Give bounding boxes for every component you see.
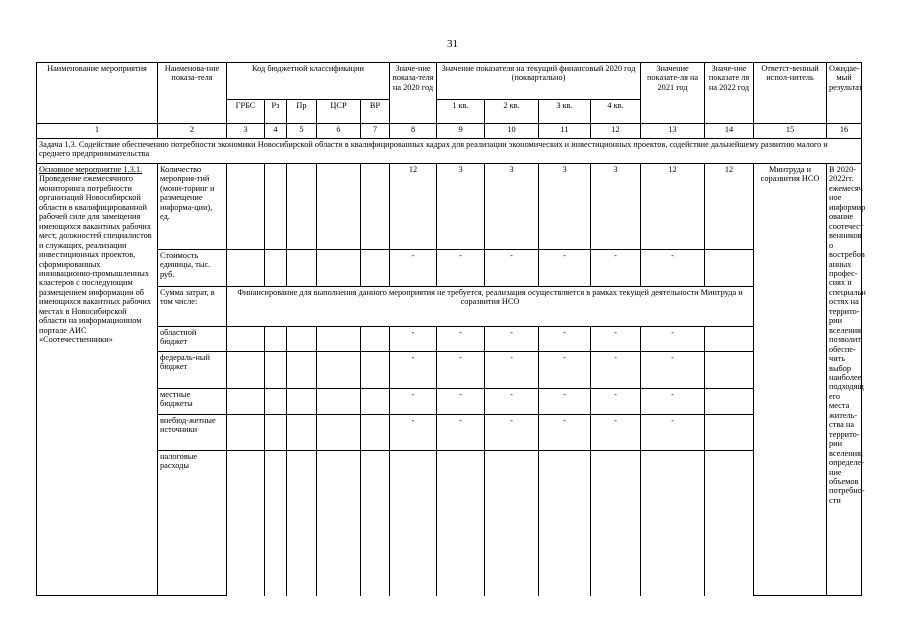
column-number: 3 bbox=[227, 124, 265, 139]
header-vr: ВР bbox=[361, 100, 390, 124]
column-number: 11 bbox=[539, 124, 591, 139]
value-2021: - bbox=[641, 389, 705, 415]
value-q3: - bbox=[539, 389, 591, 415]
value-2021 bbox=[641, 451, 705, 596]
value-2022 bbox=[705, 389, 754, 415]
table-row bbox=[37, 389, 862, 415]
column-number: 5 bbox=[287, 124, 317, 139]
indicator-name: местные бюджеты bbox=[158, 389, 227, 415]
column-number: 6 bbox=[317, 124, 361, 139]
table-row bbox=[37, 250, 862, 287]
header-pr: Пр bbox=[287, 100, 317, 124]
value-2022 bbox=[705, 415, 754, 451]
column-number: 12 bbox=[591, 124, 641, 139]
value-2022 bbox=[705, 327, 754, 352]
value-2021: - bbox=[641, 415, 705, 451]
table-row bbox=[37, 352, 862, 389]
value-2020: 12 bbox=[390, 164, 437, 250]
value-q1: 3 bbox=[437, 164, 485, 250]
header-q2: 2 кв. bbox=[485, 100, 539, 124]
value-2021: 12 bbox=[641, 164, 705, 250]
value-2022 bbox=[705, 250, 754, 287]
value-q3 bbox=[539, 451, 591, 596]
value-q4: - bbox=[591, 352, 641, 389]
measures-table bbox=[36, 62, 866, 596]
value-q1: - bbox=[437, 250, 485, 287]
measure-cell bbox=[37, 164, 158, 596]
column-number: 4 bbox=[265, 124, 287, 139]
header-value-2020: Значе-ние показа-теля на 2020 год bbox=[390, 63, 437, 124]
table-row bbox=[37, 415, 862, 451]
value-2022 bbox=[705, 451, 754, 596]
value-2020: - bbox=[390, 352, 437, 389]
column-number: 7 bbox=[361, 124, 390, 139]
measure-description: Проведение ежемесячного мониторинга потребности организаций Новосибирской области в квалифицированной рабочей силе для замещения имеющихся вакантных рабочих мест, должностей специалистов и служащих, реализации инвестиционных проектов, сформированных инновационно-промышленных кластеров с последующим размещением информации об имеющихся вакантных рабочих местах в Новосибирской области на информационном портале АИС «Соотечественники» bbox=[39, 174, 152, 345]
value-q1: - bbox=[437, 389, 485, 415]
value-q3: - bbox=[539, 415, 591, 451]
column-number: 9 bbox=[437, 124, 485, 139]
value-q2: - bbox=[485, 415, 539, 451]
header-indicator-name: Наименова-ние показа-теля bbox=[158, 63, 227, 124]
column-number: 2 bbox=[158, 124, 227, 139]
table-row bbox=[37, 287, 862, 327]
column-number: 14 bbox=[705, 124, 754, 139]
column-number: 13 bbox=[641, 124, 705, 139]
table-row bbox=[37, 451, 862, 596]
value-2020: - bbox=[390, 389, 437, 415]
value-q3: - bbox=[539, 250, 591, 287]
value-2021: - bbox=[641, 250, 705, 287]
header-q4: 4 кв. bbox=[591, 100, 641, 124]
header-rz: Рз bbox=[265, 100, 287, 124]
header-value-2021: Значение показате-ля на 2021 год bbox=[641, 63, 705, 124]
column-number: 1 bbox=[37, 124, 158, 139]
page-number: 31 bbox=[447, 38, 458, 50]
value-q2: 3 bbox=[485, 164, 539, 250]
column-number: 8 bbox=[390, 124, 437, 139]
value-2020 bbox=[390, 451, 437, 596]
column-number: 10 bbox=[485, 124, 539, 139]
header-expected-result: Ожидае-мый результат bbox=[827, 63, 862, 124]
value-2021: - bbox=[641, 327, 705, 352]
header-row-top bbox=[37, 63, 862, 100]
indicator-name: Количество мероприя-тий (мони-торинг и размещение информа-ции), ед. bbox=[158, 164, 227, 250]
header-q3: 3 кв. bbox=[539, 100, 591, 124]
task-description: Задача 1.3. Содействие обеспечению потребности экономики Новосибирской области в квалифицированных кадрах для реализации экономических и инвестиционных проектов, содействие дальнейшему развитию малого и среднего предпринимательства bbox=[37, 139, 862, 164]
value-q1: - bbox=[437, 352, 485, 389]
value-q2 bbox=[485, 451, 539, 596]
value-q3: - bbox=[539, 327, 591, 352]
value-q3: 3 bbox=[539, 164, 591, 250]
column-number: 16 bbox=[827, 124, 862, 139]
value-q4: - bbox=[591, 415, 641, 451]
header-csr: ЦСР bbox=[317, 100, 361, 124]
table-row bbox=[37, 327, 862, 352]
indicator-name: федераль-ный бюджет bbox=[158, 352, 227, 389]
measure-title: Основное мероприятие 1.3.1. bbox=[39, 165, 143, 174]
indicator-name: внебюд-жетные источники bbox=[158, 415, 227, 451]
value-2022: 12 bbox=[705, 164, 754, 250]
header-budget-code: Код бюджетной классификации bbox=[227, 63, 390, 100]
value-2020: - bbox=[390, 250, 437, 287]
indicator-name: Стоимость единицы, тыс. руб. bbox=[158, 250, 227, 287]
header-responsible: Ответст-венный испол-нитель bbox=[754, 63, 827, 124]
value-2020: - bbox=[390, 327, 437, 352]
value-q1: - bbox=[437, 415, 485, 451]
value-q4: 3 bbox=[591, 164, 641, 250]
value-q2: - bbox=[485, 250, 539, 287]
value-q2: - bbox=[485, 327, 539, 352]
value-2020: - bbox=[390, 415, 437, 451]
value-q2: - bbox=[485, 389, 539, 415]
header-measure-name: Наименование мероприятия bbox=[37, 63, 158, 124]
responsible-executor: Минтруда и соразвития НСО bbox=[754, 164, 827, 596]
header-grbs: ГРБС bbox=[227, 100, 265, 124]
value-q2: - bbox=[485, 352, 539, 389]
value-q1 bbox=[437, 451, 485, 596]
indicator-name: областной бюджет bbox=[158, 327, 227, 352]
header-q1: 1 кв. bbox=[437, 100, 485, 124]
header-value-2022: Значе-ние показате ля на 2022 год bbox=[705, 63, 754, 124]
value-q4: - bbox=[591, 250, 641, 287]
value-q4 bbox=[591, 451, 641, 596]
value-2022 bbox=[705, 352, 754, 389]
column-numbers-row bbox=[37, 124, 862, 139]
value-q1: - bbox=[437, 327, 485, 352]
task-row bbox=[37, 139, 862, 164]
value-q3: - bbox=[539, 352, 591, 389]
header-current-year: Значение показателя на текущий финансовый 2020 год (поквартально) bbox=[437, 63, 641, 100]
column-number: 15 bbox=[754, 124, 827, 139]
value-q4: - bbox=[591, 327, 641, 352]
value-2021: - bbox=[641, 352, 705, 389]
financing-note: Финансирование для выполнения данного мероприятия не требуется, реализация осуществляется в рамках текущей деятельности Минтруда и соразвития НСО bbox=[227, 287, 754, 327]
table-row bbox=[37, 164, 862, 250]
expected-result: В 2020-2022гг. ежемесяч ное информир ование соотечест венников о востребов анных профес-сиях и специальн остях на террито-рии вселения позволит обеспе-чить выбор наиболее подходящ его места житель-ства на террито-рии вселения, определе-ние объемов потребно-сти bbox=[827, 164, 862, 596]
indicator-name: Сумма затрат, в том числе: bbox=[158, 287, 227, 327]
value-q4: - bbox=[591, 389, 641, 415]
indicator-name: налоговые расходы bbox=[158, 451, 227, 596]
